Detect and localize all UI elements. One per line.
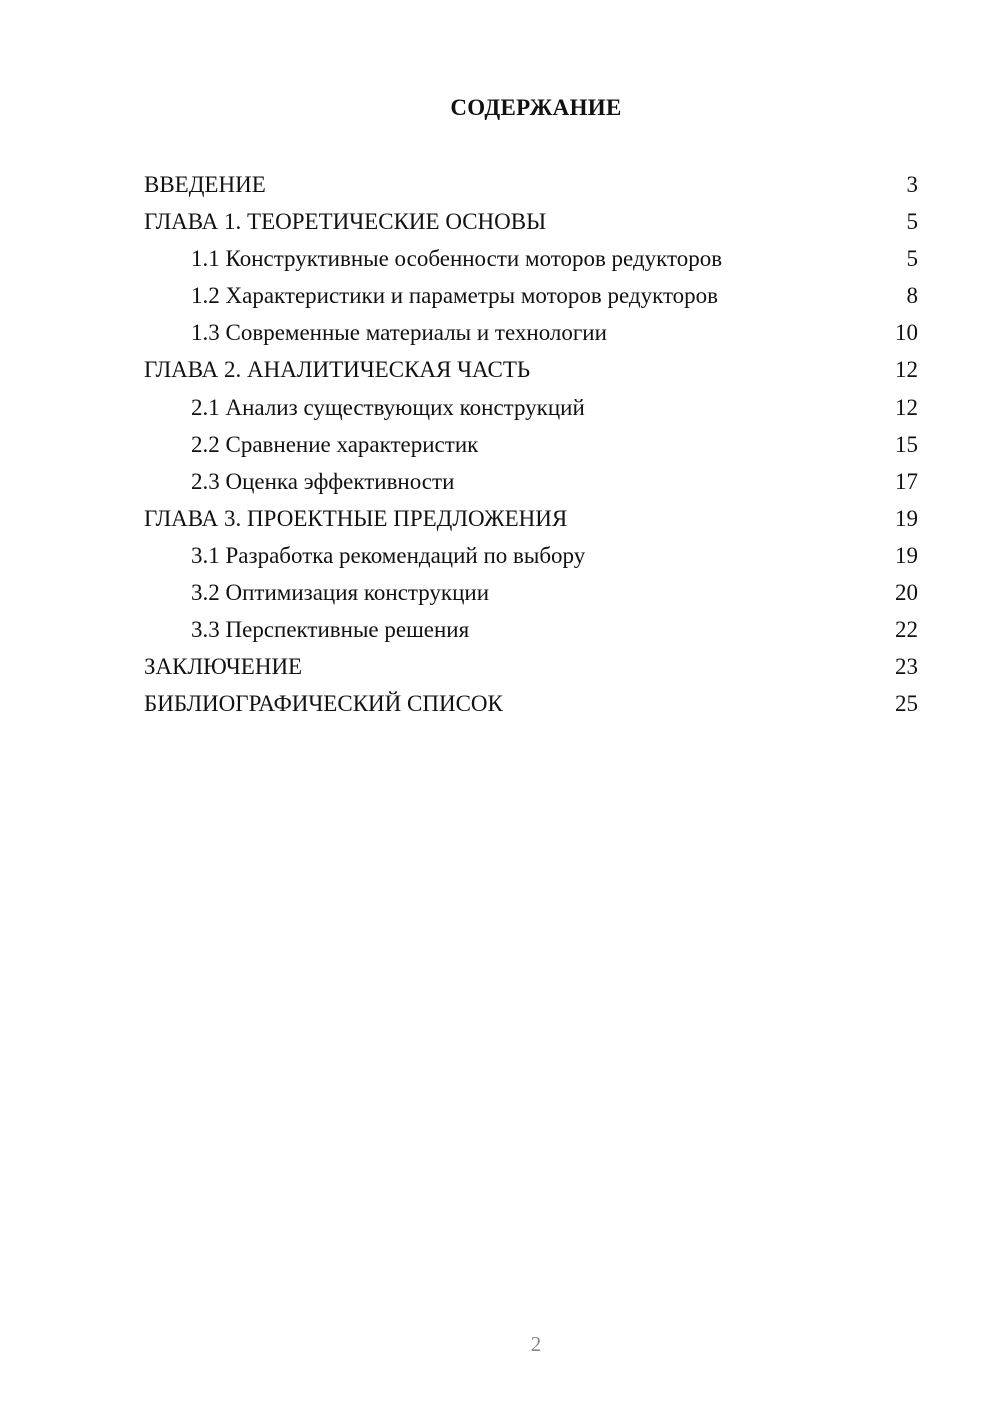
toc-entry-page: 17: [895, 468, 918, 494]
toc-subentry: [144, 279, 918, 316]
toc-entry-label: 3.2 Оптимизация конструкции: [191, 580, 490, 606]
toc-entry-page: 8: [906, 283, 918, 309]
toc-entry-label: БИБЛИОГРАФИЧЕСКИЙ СПИСОК: [144, 691, 503, 717]
toc-entry-page: 5: [906, 246, 918, 272]
toc-entry-page: 23: [895, 654, 918, 680]
toc-entry-label: 2.3 Оценка эффективности: [191, 468, 455, 494]
toc-entry-page: 12: [895, 357, 918, 383]
toc-entry-label: ГЛАВА 2. АНАЛИТИЧЕСКАЯ ЧАСТЬ: [144, 357, 531, 383]
toc-subentry: [144, 539, 918, 576]
toc-subentry: [144, 391, 918, 428]
toc-entry: [144, 650, 918, 687]
toc-entry-page: 3: [906, 172, 918, 197]
toc-entry-label: ЗАКЛЮЧЕНИЕ: [144, 654, 303, 680]
toc-entry: [144, 168, 918, 205]
toc-entry-label: 2.2 Сравнение характеристик: [191, 431, 479, 457]
toc-subentry: [144, 465, 918, 502]
toc-entry: [144, 353, 918, 390]
toc-entry-page: 15: [895, 431, 918, 457]
toc-entry-page: 25: [895, 691, 918, 717]
toc-subentry: [144, 428, 918, 465]
toc-entry-page: 19: [895, 505, 918, 531]
page-number: 2: [530, 1332, 542, 1356]
toc-entry-label: 3.3 Перспективные решения: [191, 617, 470, 643]
toc-entry-label: 2.1 Анализ существующих конструкций: [191, 394, 585, 420]
toc-entry-label: ГЛАВА 3. ПРОЕКТНЫЕ ПРЕДЛОЖЕНИЯ: [144, 505, 568, 531]
toc-entry-label: 3.1 Разработка рекомендаций по выбору: [191, 542, 586, 568]
table-of-contents: [144, 168, 918, 724]
toc-entry-label: ВВЕДЕНИЕ: [144, 172, 266, 197]
toc-subentry: [144, 316, 918, 353]
toc-entry-page: 19: [895, 542, 918, 568]
toc-subentry: [144, 576, 918, 613]
toc-entry-page: 12: [895, 394, 918, 420]
toc-entry-label: 1.1 Конструктивные особенности моторов редукторов: [191, 246, 723, 272]
toc-entry-label: 1.2 Характеристики и параметры моторов редукторов: [191, 283, 719, 309]
toc-entry: [144, 502, 918, 539]
toc-entry-page: 10: [895, 320, 918, 346]
toc-entry: [144, 205, 918, 242]
toc-subentry: [144, 242, 918, 279]
page-title: СОДЕРЖАНИЕ: [450, 95, 622, 120]
toc-subentry: [144, 613, 918, 650]
toc-entry-page: 5: [906, 209, 918, 235]
toc-entry-label: 1.3 Современные материалы и технологии: [191, 320, 607, 346]
toc-entry: [144, 687, 918, 724]
toc-entry-page: 20: [895, 580, 918, 606]
toc-entry-page: 22: [895, 617, 918, 643]
toc-entry-label: ГЛАВА 1. ТЕОРЕТИЧЕСКИЕ ОСНОВЫ: [144, 209, 547, 235]
